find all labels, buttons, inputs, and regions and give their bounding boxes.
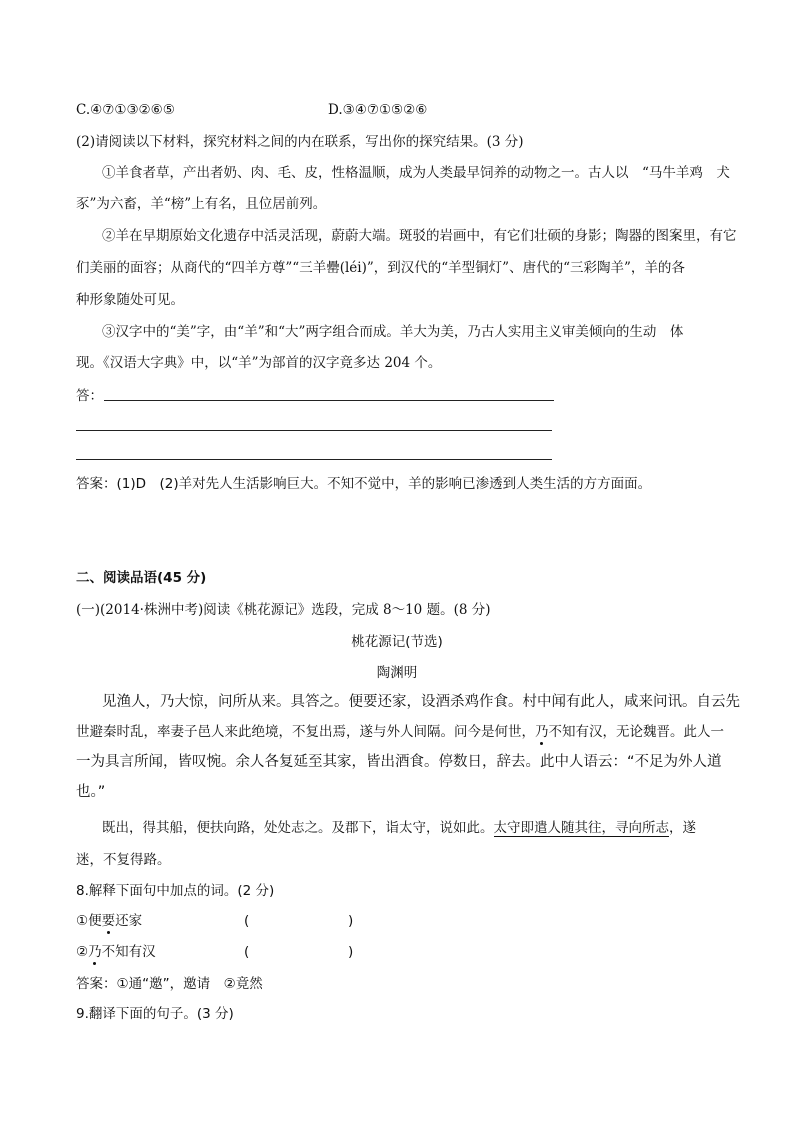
q8-item-text: 还家	[115, 913, 143, 929]
answer-q1-q2: 答案：(1)D (2)羊对先人生活影响巨大。不知不觉中，羊的影响已渗透到人类生活的方方面面。	[76, 476, 652, 492]
passage-p1-line-3: 一为具言所闻，皆叹惋。余人各复延至其家，皆出酒食。停数日，辞去。此中人语云：“不足为外人道	[76, 754, 722, 770]
underlined-sentence: 太守即遣人随其往，寻向所志	[493, 820, 669, 836]
passage-text: 世避秦时乱，率妻子邑人来此绝境，不复出焉，遂与外人间隔。问今是何世，	[76, 724, 535, 740]
material-1-line-2: 豕”为六畜，羊“榜”上有名，且位居前列。	[76, 196, 327, 212]
dotted-word: 乃	[88, 944, 102, 960]
passage-text: ，遂	[669, 820, 696, 836]
material-3-line-1: ③汉字中的“美”字，由“羊”和“大”两字组合而成。羊大为美，乃古人实用主义审美倾向的生动 体	[102, 324, 684, 340]
answer-label: 答：	[76, 388, 103, 404]
q8-item-1	[76, 911, 142, 931]
passage-p1-line-1: 见渔人，乃大惊，问所从来。具答之。便要还家，设酒杀鸡作食。村中闻有此人，咸来问讯。自云先	[102, 694, 740, 710]
passage-p2-line-1	[102, 818, 696, 838]
option-c: C.④⑦①③②⑥⑤	[76, 102, 175, 118]
answer-blank-line[interactable]	[76, 459, 552, 460]
q8-item-1-paren-open: (	[244, 913, 250, 929]
q9-prompt: 9.翻译下面的句子。(3 分)	[76, 1006, 234, 1022]
dotted-word: 乃	[535, 724, 549, 740]
q8-item-text: ②	[76, 944, 89, 960]
section-heading: 二、阅读品语(45 分)	[76, 570, 207, 586]
option-d: D.③④⑦①⑤②⑥	[328, 102, 428, 118]
q8-prompt: 8.解释下面句中加点的词。(2 分)	[76, 883, 275, 899]
material-1-line-1: ①羊食者草，产出者奶、肉、毛、皮，性格温顺，成为人类最早饲养的动物之一。古人以 “马牛羊鸡 犬	[102, 165, 730, 181]
q2-prompt: (2)请阅读以下材料，探究材料之间的内在联系，写出你的探究结果。(3 分)	[76, 134, 524, 150]
q8-item-text: 不知有汉	[101, 944, 156, 960]
q8-answer: 答案：①通“邀”，邀请 ②竟然	[76, 976, 263, 992]
passage-p1-line-2	[76, 722, 724, 742]
dotted-word: 要	[101, 913, 116, 929]
material-3-line-2: 现。《汉语大字典》中，以“羊”为部首的汉字竟多达 204 个。	[76, 355, 442, 371]
answer-blank-line[interactable]	[76, 430, 552, 431]
q8-item-1-paren-close: )	[348, 913, 354, 929]
passage-text: 不知有汉，无论魏晋。此人一	[548, 724, 724, 740]
passage-title: 桃花源记(节选)	[351, 634, 443, 650]
section-subheading: (一)(2014·株洲中考)阅读《桃花源记》选段，完成 8～10 题。(8 分)	[76, 602, 491, 618]
passage-author: 陶渊明	[376, 665, 418, 681]
q8-item-2-paren-open: (	[244, 944, 250, 960]
q8-item-text: ①便	[76, 913, 102, 929]
q8-item-2	[76, 942, 156, 962]
material-2-line-2: 们美丽的面容；从商代的“四羊方尊”“三羊罍(léi)”，到汉代的“羊型铜灯”、唐代的“三彩陶羊”，羊的各	[76, 260, 685, 276]
answer-blank-line[interactable]	[104, 400, 554, 401]
q8-item-2-paren-close: )	[348, 944, 354, 960]
material-2-line-3: 种形象随处可见。	[76, 292, 184, 308]
passage-p1-line-4: 也。”	[76, 784, 106, 800]
passage-text: 既出，得其船，便扶向路，处处志之。及郡下，诣太守，说如此。	[102, 820, 494, 836]
material-2-line-1: ②羊在早期原始文化遗存中活灵活现，蔚蔚大端。斑驳的岩画中，有它们壮硕的身影；陶器的图案里，有它	[102, 228, 737, 244]
passage-p2-line-2: 迷，不复得路。	[76, 852, 171, 868]
